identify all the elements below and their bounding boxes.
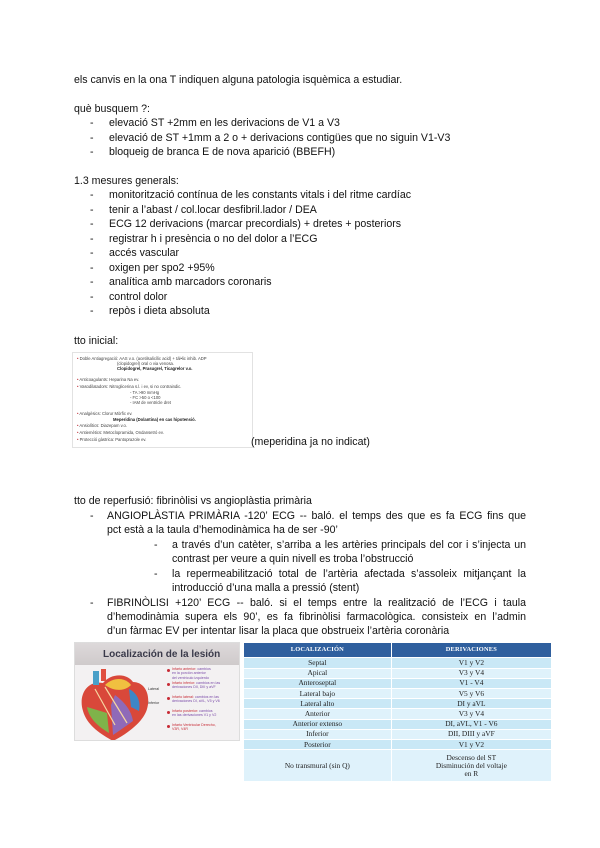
list-item: ECG 12 derivacions (marcar precordials) + dretes + posteriors [109,218,402,230]
tto-line: Vasodilatadors: Nitroglicerina s.l. i ev, si no contraindic. [79,384,182,389]
table-row: Inferior DII, DIII y aVF [244,729,552,739]
fibrinolisi-line: d’un fàrmac EV per intentar lisar la placa que obstrueix l’artèria coronària [107,625,450,637]
angioplastia-line: ANGIOPLÀSTIA PRIMÀRIA -120’ ECG -- baló. el temps des que es fa ECG fins que [107,510,526,522]
mesures-heading: 1.3 mesures generals: [74,175,179,187]
list-item: registrar h i presència o no del dolor a l’ECG [109,233,318,245]
table-row: Anterior V3 y V4 [244,709,552,719]
list-item: oxigen per spo2 +95% [109,262,215,274]
angioplastia-subitem: introducció d’una malla a pressió (stent) [172,582,360,594]
list-item: tenir a l’abast / col.locar desfibril.lador / DEA [109,204,317,216]
tto-line: (clopidogrel) oral o via venosa. [117,361,175,366]
tto-line: - TA >90 mmHg [130,390,160,395]
list-item: control dolor [109,291,168,303]
que-busquem-heading: què busquem ?: [74,103,150,115]
table-row: Septal V1 y V2 [244,658,552,668]
tto-inicial-heading: tto inicial: [74,335,119,347]
list-item: elevació de ST +1mm a 2 o + derivacions contigües que no siguin V1-V3 [109,132,451,144]
tto-line: Meperidina (Dolantina) en cas hipotensió. [113,417,196,422]
angioplastia-subitem: contrast per veure a quin nivell es troba l’obstrucció [172,553,414,565]
inferior-label: Inferior [148,701,160,705]
fibrinolisi-line: FIBRINÒLISI +120’ ECG -- baló. si el temps entre la realització de l’ECG i taula [107,597,526,609]
table-header: DERIVACIONES [391,643,551,658]
fibrinolisi-line: d’hemodinàmia supera els 90’, es fa fibrinòlisi farmacològica. consisteix en l’admin [107,611,526,623]
tto-line: Protecció gàstrica: Pantoprazole ev. [79,437,147,442]
table-row: Apical V3 y V4 [244,668,552,678]
list-item: analítica amb marcadors coronaris [109,276,272,288]
list-item: repòs i dieta absoluta [109,305,210,317]
table-row: Anterior extenso DI, aVL, V1 - V6 [244,719,552,729]
list-item: elevació ST +2mm en les derivacions de V1 a V3 [109,117,340,129]
tto-line: Clopidogrel, Prasugrel, Ticagrelor v.o. [117,366,193,371]
tto-inicial-image: • Doble Antiagregació: AAS v.o. (acetilsalicílic acid) + tàl•lic inhib. ADP (clopidogrel) oral o via venosa. Clopidogrel, Prasugrel, Ticagrelor v.o. • Anticoagulants: Heparina Na ev. • Vasodilatadors: Nitroglicerina s.l. i ev, si no contraindic. - TA >90 mmHg - FC >50 o <100 - IAM de ventricle dret • Analgèsics: Clorur Mòrfic ev. Meperidina (Dolantina) en cas hipotensió. • Ansiolítics: Diazepam v.o. • Antiemètics: Metoclopramida, Ondansetró ev. • Protecció gàstrica: Pantoprazole ev. [72,352,253,448]
tto-line: Doble Antiagregació: AAS v.o. (acetilsalicílic acid) + tàl•lic inhib. ADP [79,356,207,361]
table-row: Posterior V1 y V2 [244,739,552,749]
meperidina-note: (meperidina ja no indicat) [251,436,370,448]
lateral-label: Lateral [148,687,159,691]
derivaciones-table [243,642,552,782]
note-key: Infarto anterior: [172,667,197,671]
reperfusio-heading: tto de reperfusió: fibrinòlisi vs angioplàstia primària [74,495,312,507]
table-row: Lateral alto DI y aVL [244,699,552,709]
table-row: Lateral bajo V5 y V6 [244,688,552,698]
list-item: bloqueig de branca E de nova aparició (BBEFH) [109,146,336,158]
angioplastia-line: pct està a la taula d’hemodinàmica ha de ser -90’ [107,524,338,536]
table-row: No transmural (sin Q) Descenso del ST Disminución del voltaje en R [244,750,552,782]
localizacion-title: Localización de la lesión [103,649,221,660]
tto-line: Anticoagulants: Heparina Na ev. [79,377,140,382]
intro-line: els canvis en la ona T indiquen alguna patologia isquèmica a estudiar. [74,74,403,86]
tto-line: - IAM de ventricle dret [130,400,171,405]
tto-line: Ansiolítics: Diazepam v.o. [79,423,128,428]
tto-line: - FC >50 o <100 [130,395,161,400]
table-header: LOCALIZACIÓN [244,643,392,658]
localizacion-image: Localización de la lesión Lateral Inferior Infarto anterior: cambios en la porción anterior del ventrículo izquierdo Infarto inferior: cambios en las derivaciones DII, DIII y aVF Infarto lateral: cambios en las derivaciones DI, aVL, V5 y V6 Infarto posterior: cambios en las derivaciones V1 y V2 Infarto Ventricular Derecho, V3R, V4R [74,642,240,741]
table-row: Anteroseptal V1 - V4 [244,678,552,688]
note-key: Infarto inferior: [172,681,196,685]
list-item: monitorització contínua de les constants vitals i del ritme cardíac [109,189,412,201]
note-key: Infarto Ventricular Derecho, [172,723,216,727]
angioplastia-subitem: la repermeabilització total de l’artèria afectada s’assoleix mitjançant la [172,568,526,580]
angioplastia-subitem: a través d’un catèter, s’arriba a les artèries principals del cor i s’injecta un [172,539,526,551]
tto-line: Antiemètics: Metoclopramida, Ondansetró ev. [79,430,164,435]
tto-line: Analgèsics: Clorur Mòrfic ev. [79,411,133,416]
note-key: Infarto lateral: [172,695,194,699]
list-item: accés vascular [109,247,180,259]
note-key: Infarto posterior: [172,709,199,713]
